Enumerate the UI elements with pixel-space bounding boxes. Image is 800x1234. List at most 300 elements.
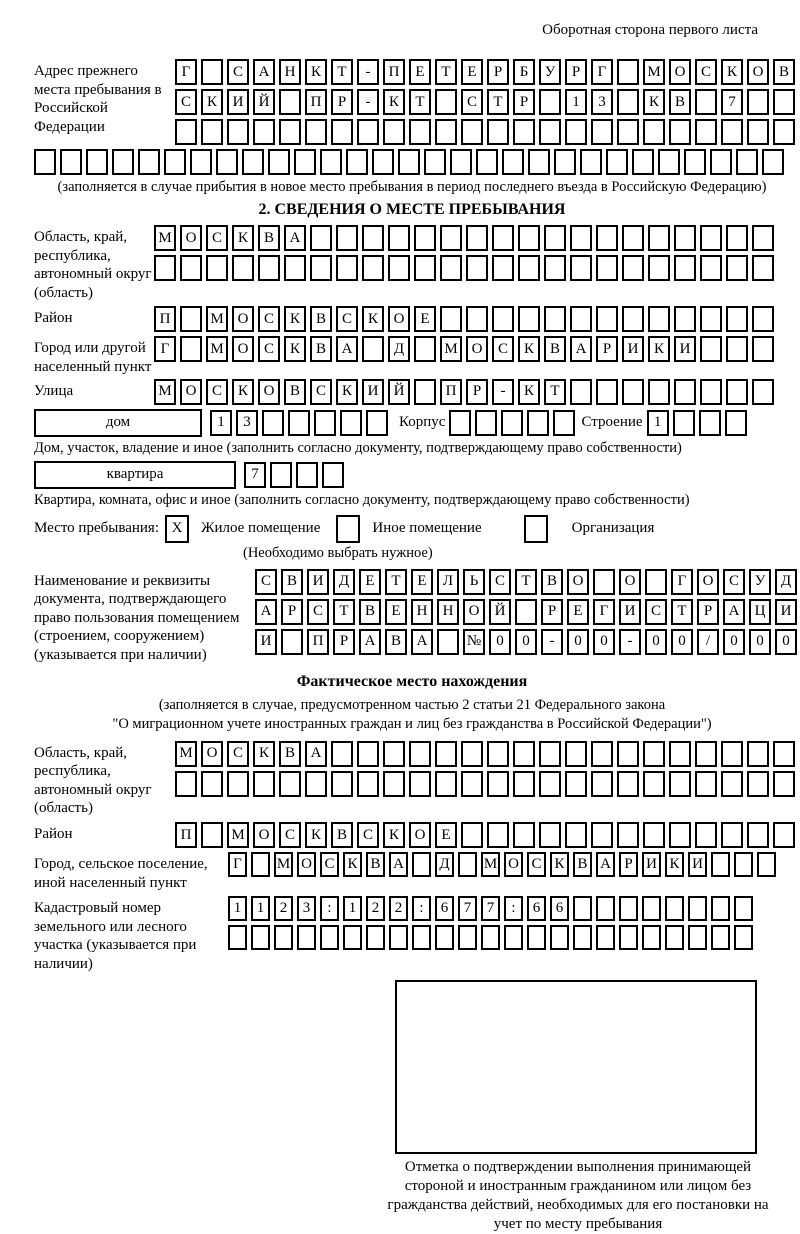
char-box[interactable]: :: [504, 896, 523, 921]
char-box[interactable]: А: [253, 59, 275, 85]
char-box[interactable]: [726, 379, 748, 405]
char-box[interactable]: [297, 925, 316, 950]
char-box[interactable]: [461, 741, 483, 767]
char-box[interactable]: С: [206, 379, 228, 405]
char-box[interactable]: [725, 410, 747, 436]
char-box[interactable]: А: [336, 336, 358, 362]
char-box[interactable]: [617, 822, 639, 848]
char-box[interactable]: [700, 255, 722, 281]
char-box[interactable]: [570, 379, 592, 405]
char-box[interactable]: И: [362, 379, 384, 405]
char-box[interactable]: Е: [385, 599, 407, 625]
char-box[interactable]: [773, 741, 795, 767]
char-box[interactable]: С: [723, 569, 745, 595]
char-box[interactable]: 1: [565, 89, 587, 115]
char-box[interactable]: Л: [437, 569, 459, 595]
char-box[interactable]: 6: [435, 896, 454, 921]
char-box[interactable]: Н: [279, 59, 301, 85]
char-box[interactable]: [201, 119, 223, 145]
char-box[interactable]: [164, 149, 186, 175]
char-box[interactable]: Р: [596, 336, 618, 362]
char-box[interactable]: Р: [619, 852, 638, 877]
char-box[interactable]: [674, 255, 696, 281]
char-box[interactable]: [596, 896, 615, 921]
char-box[interactable]: [695, 119, 717, 145]
char-box[interactable]: Ц: [749, 599, 771, 625]
char-box[interactable]: [721, 822, 743, 848]
char-box[interactable]: С: [310, 379, 332, 405]
char-box[interactable]: [619, 896, 638, 921]
char-box[interactable]: [544, 255, 566, 281]
char-box[interactable]: -: [357, 89, 379, 115]
char-box[interactable]: Р: [333, 629, 355, 655]
char-box[interactable]: К: [305, 822, 327, 848]
char-box[interactable]: [570, 255, 592, 281]
char-box[interactable]: Й: [388, 379, 410, 405]
char-box[interactable]: [711, 896, 730, 921]
char-box[interactable]: Г: [671, 569, 693, 595]
char-box[interactable]: В: [331, 822, 353, 848]
char-box[interactable]: С: [206, 225, 228, 251]
char-box[interactable]: [747, 89, 769, 115]
char-box[interactable]: С: [255, 569, 277, 595]
char-box[interactable]: С: [336, 306, 358, 332]
char-box[interactable]: О: [504, 852, 523, 877]
char-box[interactable]: В: [359, 599, 381, 625]
char-box[interactable]: [227, 771, 249, 797]
char-box[interactable]: [435, 89, 457, 115]
char-box[interactable]: [138, 149, 160, 175]
char-box[interactable]: [550, 925, 569, 950]
char-box[interactable]: [695, 741, 717, 767]
char-box[interactable]: [518, 255, 540, 281]
char-box[interactable]: [752, 225, 774, 251]
char-box[interactable]: И: [674, 336, 696, 362]
char-box[interactable]: [383, 771, 405, 797]
char-box[interactable]: К: [721, 59, 743, 85]
char-box[interactable]: А: [359, 629, 381, 655]
char-box[interactable]: [320, 925, 339, 950]
char-box[interactable]: С: [645, 599, 667, 625]
char-box[interactable]: [461, 119, 483, 145]
char-box[interactable]: Е: [567, 599, 589, 625]
char-box[interactable]: [414, 225, 436, 251]
char-box[interactable]: [251, 925, 270, 950]
char-box[interactable]: [747, 119, 769, 145]
char-box[interactable]: [450, 149, 472, 175]
char-box[interactable]: [34, 149, 56, 175]
char-box[interactable]: [632, 149, 654, 175]
char-box[interactable]: [270, 462, 292, 488]
char-box[interactable]: [773, 89, 795, 115]
char-box[interactable]: [251, 852, 270, 877]
char-box[interactable]: А: [723, 599, 745, 625]
char-box[interactable]: [487, 771, 509, 797]
char-box[interactable]: [414, 255, 436, 281]
char-box[interactable]: 3: [236, 410, 258, 436]
char-box[interactable]: К: [383, 822, 405, 848]
char-box[interactable]: Ь: [463, 569, 485, 595]
char-box[interactable]: [734, 852, 753, 877]
char-box[interactable]: [357, 119, 379, 145]
char-box[interactable]: [565, 119, 587, 145]
char-box[interactable]: [305, 771, 327, 797]
char-box[interactable]: [175, 771, 197, 797]
char-box[interactable]: [388, 225, 410, 251]
char-box[interactable]: В: [284, 379, 306, 405]
char-box[interactable]: К: [343, 852, 362, 877]
char-box[interactable]: С: [489, 569, 511, 595]
char-box[interactable]: [201, 59, 223, 85]
char-box[interactable]: [554, 149, 576, 175]
char-box[interactable]: [504, 925, 523, 950]
char-box[interactable]: М: [175, 741, 197, 767]
char-box[interactable]: П: [440, 379, 462, 405]
char-box[interactable]: [492, 225, 514, 251]
char-box[interactable]: [154, 255, 176, 281]
char-box[interactable]: [648, 379, 670, 405]
char-box[interactable]: [570, 225, 592, 251]
char-box[interactable]: [492, 255, 514, 281]
char-box[interactable]: А: [305, 741, 327, 767]
char-box[interactable]: К: [665, 852, 684, 877]
char-box[interactable]: И: [688, 852, 707, 877]
char-box[interactable]: Р: [487, 59, 509, 85]
char-box[interactable]: [674, 379, 696, 405]
char-box[interactable]: [617, 741, 639, 767]
char-box[interactable]: [357, 771, 379, 797]
char-box[interactable]: Т: [333, 599, 355, 625]
char-box[interactable]: Д: [388, 336, 410, 362]
char-box[interactable]: [752, 336, 774, 362]
char-box[interactable]: [565, 771, 587, 797]
char-box[interactable]: [591, 741, 613, 767]
char-box[interactable]: [617, 89, 639, 115]
char-box[interactable]: Р: [281, 599, 303, 625]
char-box[interactable]: С: [258, 336, 280, 362]
char-box[interactable]: В: [544, 336, 566, 362]
char-box[interactable]: С: [492, 336, 514, 362]
char-box[interactable]: [747, 822, 769, 848]
char-box[interactable]: К: [253, 741, 275, 767]
char-box[interactable]: [274, 925, 293, 950]
char-box[interactable]: [669, 741, 691, 767]
char-box[interactable]: [409, 741, 431, 767]
stay-option-zhiloe-checkbox[interactable]: X: [165, 515, 189, 543]
char-box[interactable]: О: [180, 379, 202, 405]
char-box[interactable]: М: [154, 379, 176, 405]
char-box[interactable]: М: [206, 306, 228, 332]
char-box[interactable]: [372, 149, 394, 175]
char-box[interactable]: 0: [645, 629, 667, 655]
char-box[interactable]: Е: [435, 822, 457, 848]
char-box[interactable]: [253, 771, 275, 797]
char-box[interactable]: О: [180, 225, 202, 251]
char-box[interactable]: [190, 149, 212, 175]
char-box[interactable]: М: [154, 225, 176, 251]
char-box[interactable]: 0: [489, 629, 511, 655]
char-box[interactable]: [258, 255, 280, 281]
char-box[interactable]: [320, 149, 342, 175]
char-box[interactable]: [322, 462, 344, 488]
char-box[interactable]: [527, 410, 549, 436]
char-box[interactable]: [492, 306, 514, 332]
char-box[interactable]: [734, 896, 753, 921]
char-box[interactable]: М: [227, 822, 249, 848]
char-box[interactable]: [435, 119, 457, 145]
char-box[interactable]: [475, 410, 497, 436]
char-box[interactable]: [461, 771, 483, 797]
char-box[interactable]: А: [255, 599, 277, 625]
char-box[interactable]: 0: [567, 629, 589, 655]
char-box[interactable]: [466, 255, 488, 281]
stay-option-org-checkbox[interactable]: [524, 515, 548, 543]
char-box[interactable]: О: [747, 59, 769, 85]
char-box[interactable]: [669, 822, 691, 848]
char-box[interactable]: [180, 336, 202, 362]
char-box[interactable]: [658, 149, 680, 175]
char-box[interactable]: Б: [513, 59, 535, 85]
char-box[interactable]: [296, 462, 318, 488]
char-box[interactable]: В: [669, 89, 691, 115]
char-box[interactable]: [362, 336, 384, 362]
char-box[interactable]: [645, 569, 667, 595]
char-box[interactable]: -: [492, 379, 514, 405]
char-box[interactable]: [553, 410, 575, 436]
char-box[interactable]: В: [541, 569, 563, 595]
char-box[interactable]: :: [320, 896, 339, 921]
char-box[interactable]: [695, 822, 717, 848]
char-box[interactable]: К: [232, 225, 254, 251]
char-box[interactable]: [424, 149, 446, 175]
char-box[interactable]: [310, 225, 332, 251]
char-box[interactable]: [539, 119, 561, 145]
char-box[interactable]: [700, 336, 722, 362]
char-box[interactable]: [414, 379, 436, 405]
char-box[interactable]: [458, 925, 477, 950]
char-box[interactable]: 2: [389, 896, 408, 921]
char-box[interactable]: Т: [671, 599, 693, 625]
char-box[interactable]: [762, 149, 784, 175]
stay-option-inoe-checkbox[interactable]: [336, 515, 360, 543]
char-box[interactable]: [606, 149, 628, 175]
char-box[interactable]: В: [281, 569, 303, 595]
char-box[interactable]: Р: [466, 379, 488, 405]
char-box[interactable]: [665, 896, 684, 921]
char-box[interactable]: [435, 925, 454, 950]
char-box[interactable]: П: [383, 59, 405, 85]
char-box[interactable]: И: [255, 629, 277, 655]
char-box[interactable]: 1: [251, 896, 270, 921]
char-box[interactable]: [596, 306, 618, 332]
char-box[interactable]: [513, 822, 535, 848]
char-box[interactable]: С: [461, 89, 483, 115]
char-box[interactable]: [466, 225, 488, 251]
char-box[interactable]: [757, 852, 776, 877]
char-box[interactable]: И: [619, 599, 641, 625]
char-box[interactable]: П: [154, 306, 176, 332]
char-box[interactable]: С: [527, 852, 546, 877]
char-box[interactable]: [544, 225, 566, 251]
char-box[interactable]: Н: [437, 599, 459, 625]
char-box[interactable]: С: [175, 89, 197, 115]
char-box[interactable]: У: [749, 569, 771, 595]
char-box[interactable]: [366, 925, 385, 950]
char-box[interactable]: [414, 336, 436, 362]
char-box[interactable]: [389, 925, 408, 950]
char-box[interactable]: Е: [414, 306, 436, 332]
char-box[interactable]: Д: [775, 569, 797, 595]
char-box[interactable]: [591, 771, 613, 797]
char-box[interactable]: К: [284, 306, 306, 332]
char-box[interactable]: [175, 119, 197, 145]
char-box[interactable]: В: [310, 336, 332, 362]
char-box[interactable]: В: [773, 59, 795, 85]
char-box[interactable]: В: [279, 741, 301, 767]
char-box[interactable]: [593, 569, 615, 595]
char-box[interactable]: [700, 379, 722, 405]
char-box[interactable]: [648, 306, 670, 332]
char-box[interactable]: [528, 149, 550, 175]
char-box[interactable]: [331, 741, 353, 767]
char-box[interactable]: К: [550, 852, 569, 877]
char-box[interactable]: А: [284, 225, 306, 251]
char-box[interactable]: [752, 306, 774, 332]
char-box[interactable]: Т: [544, 379, 566, 405]
char-box[interactable]: К: [201, 89, 223, 115]
char-box[interactable]: Е: [409, 59, 431, 85]
char-box[interactable]: Й: [253, 89, 275, 115]
char-box[interactable]: С: [357, 822, 379, 848]
char-box[interactable]: Е: [359, 569, 381, 595]
char-box[interactable]: [461, 822, 483, 848]
char-box[interactable]: [366, 410, 388, 436]
char-box[interactable]: [752, 379, 774, 405]
char-box[interactable]: [357, 741, 379, 767]
char-box[interactable]: [570, 306, 592, 332]
char-box[interactable]: [721, 771, 743, 797]
char-box[interactable]: М: [206, 336, 228, 362]
char-box[interactable]: 0: [723, 629, 745, 655]
char-box[interactable]: №: [463, 629, 485, 655]
char-box[interactable]: О: [409, 822, 431, 848]
char-box[interactable]: [409, 771, 431, 797]
char-box[interactable]: [596, 379, 618, 405]
char-box[interactable]: [573, 925, 592, 950]
char-box[interactable]: В: [366, 852, 385, 877]
char-box[interactable]: [721, 741, 743, 767]
char-box[interactable]: [305, 119, 327, 145]
char-box[interactable]: [700, 225, 722, 251]
char-box[interactable]: [688, 896, 707, 921]
char-box[interactable]: [747, 741, 769, 767]
char-box[interactable]: 3: [591, 89, 613, 115]
char-box[interactable]: К: [648, 336, 670, 362]
char-box[interactable]: [346, 149, 368, 175]
char-box[interactable]: [688, 925, 707, 950]
char-box[interactable]: Т: [515, 569, 537, 595]
char-box[interactable]: [515, 599, 537, 625]
char-box[interactable]: К: [518, 379, 540, 405]
char-box[interactable]: [726, 336, 748, 362]
char-box[interactable]: [539, 771, 561, 797]
char-box[interactable]: [487, 822, 509, 848]
char-box[interactable]: [622, 379, 644, 405]
char-box[interactable]: О: [463, 599, 485, 625]
char-box[interactable]: [268, 149, 290, 175]
char-box[interactable]: С: [307, 599, 329, 625]
char-box[interactable]: 0: [593, 629, 615, 655]
char-box[interactable]: [700, 306, 722, 332]
char-box[interactable]: 7: [481, 896, 500, 921]
char-box[interactable]: И: [307, 569, 329, 595]
char-box[interactable]: 2: [274, 896, 293, 921]
char-box[interactable]: [398, 149, 420, 175]
char-box[interactable]: [539, 89, 561, 115]
char-box[interactable]: Т: [435, 59, 457, 85]
char-box[interactable]: 0: [749, 629, 771, 655]
char-box[interactable]: 6: [527, 896, 546, 921]
char-box[interactable]: [60, 149, 82, 175]
char-box[interactable]: Г: [175, 59, 197, 85]
char-box[interactable]: 0: [775, 629, 797, 655]
char-box[interactable]: М: [440, 336, 462, 362]
char-box[interactable]: О: [232, 306, 254, 332]
char-box[interactable]: [227, 119, 249, 145]
char-box[interactable]: О: [697, 569, 719, 595]
char-box[interactable]: И: [622, 336, 644, 362]
char-box[interactable]: О: [619, 569, 641, 595]
char-box[interactable]: [336, 225, 358, 251]
char-box[interactable]: М: [643, 59, 665, 85]
char-box[interactable]: 3: [297, 896, 316, 921]
char-box[interactable]: [466, 306, 488, 332]
char-box[interactable]: О: [258, 379, 280, 405]
char-box[interactable]: [279, 89, 301, 115]
char-box[interactable]: [617, 59, 639, 85]
char-box[interactable]: [501, 410, 523, 436]
char-box[interactable]: 1: [343, 896, 362, 921]
char-box[interactable]: [288, 410, 310, 436]
char-box[interactable]: Г: [228, 852, 247, 877]
char-box[interactable]: [206, 255, 228, 281]
char-box[interactable]: [747, 771, 769, 797]
char-box[interactable]: [487, 741, 509, 767]
char-box[interactable]: И: [227, 89, 249, 115]
char-box[interactable]: Р: [331, 89, 353, 115]
char-box[interactable]: [695, 89, 717, 115]
char-box[interactable]: Т: [385, 569, 407, 595]
char-box[interactable]: [331, 119, 353, 145]
char-box[interactable]: [201, 771, 223, 797]
char-box[interactable]: [617, 771, 639, 797]
char-box[interactable]: [648, 225, 670, 251]
char-box[interactable]: В: [385, 629, 407, 655]
char-box[interactable]: [622, 255, 644, 281]
char-box[interactable]: [180, 255, 202, 281]
char-box[interactable]: [539, 822, 561, 848]
char-box[interactable]: [565, 741, 587, 767]
char-box[interactable]: [440, 306, 462, 332]
char-box[interactable]: Р: [541, 599, 563, 625]
char-box[interactable]: Р: [697, 599, 719, 625]
char-box[interactable]: К: [362, 306, 384, 332]
char-box[interactable]: П: [307, 629, 329, 655]
char-box[interactable]: Г: [593, 599, 615, 625]
char-box[interactable]: [409, 119, 431, 145]
char-box[interactable]: 1: [210, 410, 232, 436]
char-box[interactable]: [435, 771, 457, 797]
